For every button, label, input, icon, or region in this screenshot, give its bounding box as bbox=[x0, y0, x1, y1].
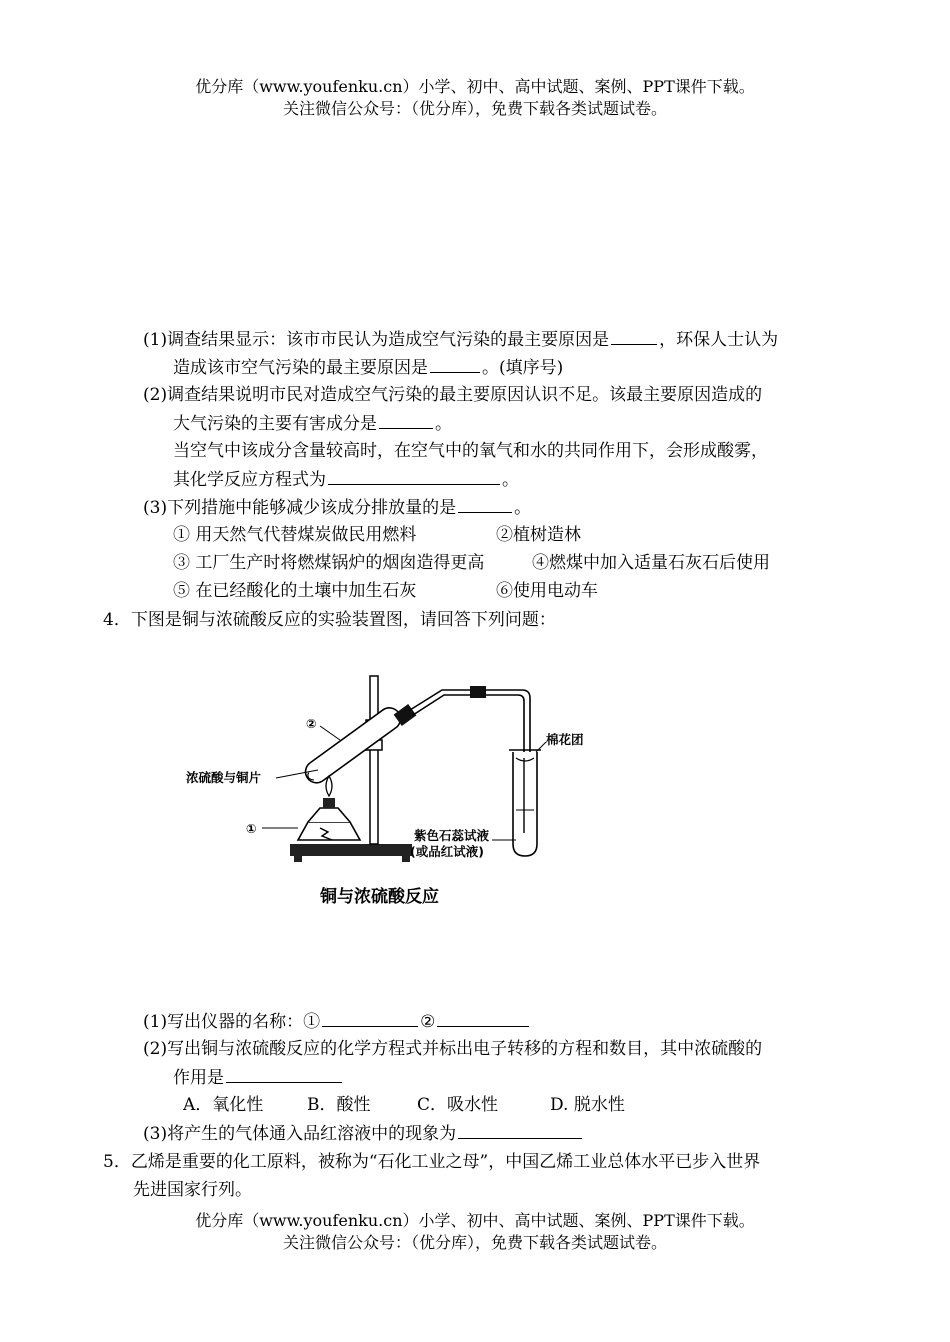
q3-option-2: ②植树造林 bbox=[496, 525, 581, 545]
q3-answer-blank-4[interactable] bbox=[328, 468, 500, 485]
q3-part2-text-b: 大气污染的主要有害成分是 bbox=[173, 414, 377, 434]
figure-caption: 铜与浓硫酸反应 bbox=[320, 887, 439, 907]
q4-part2-text-b: 作用是 bbox=[173, 1068, 224, 1088]
apparatus-diagram bbox=[180, 668, 620, 918]
leader-2 bbox=[320, 726, 340, 740]
q4-choice-b: B．酸性 bbox=[307, 1095, 371, 1115]
q3-part1-line2 bbox=[173, 356, 563, 379]
receiving-test-tube bbox=[513, 752, 537, 856]
q4-part2-line2 bbox=[173, 1066, 344, 1089]
stand-base bbox=[290, 844, 412, 856]
q4-part1-text-a: (1)写出仪器的名称：① bbox=[143, 1012, 321, 1032]
q3-part2-line2 bbox=[173, 412, 452, 435]
delivery-tube-outer bbox=[410, 690, 530, 758]
q4-answer-blank-3[interactable] bbox=[226, 1066, 342, 1083]
q4-choice-d: D. 脱水性 bbox=[550, 1095, 625, 1115]
label-cotton: 棉花团 bbox=[546, 732, 584, 747]
alcohol-lamp-body bbox=[298, 822, 360, 840]
q3-option-5: ⑤ 在已经酸化的土壤中加生石灰 bbox=[173, 581, 417, 601]
apparatus-figure bbox=[180, 668, 620, 918]
label-acid-copper: 浓硫酸与铜片 bbox=[186, 770, 262, 785]
delivery-tube-inner bbox=[413, 695, 524, 758]
q3-part2-line4 bbox=[173, 468, 519, 491]
q4-answer-blank-4[interactable] bbox=[458, 1122, 582, 1139]
q4-part1-text-b: ② bbox=[420, 1012, 436, 1032]
q3-option-6: ⑥使用电动车 bbox=[496, 581, 598, 601]
q3-part1-text: (1)调查结果显示：该市市民认为造成空气污染的最主要原因是 bbox=[143, 330, 610, 350]
stand-rod bbox=[370, 676, 378, 844]
header-line-1: 优分库（www.youfenku.cn）小学、初中、高中试题、案例、PPT课件下载。 bbox=[195, 77, 755, 96]
q4-part1 bbox=[143, 1010, 531, 1033]
footer-line-2: 关注微信公众号：（优分库），免费下载各类试题试卷。 bbox=[282, 1233, 667, 1252]
label-1: ① bbox=[246, 821, 257, 836]
q3-answer-blank-2[interactable] bbox=[430, 356, 480, 373]
q4-choice-a: A．氧化性 bbox=[183, 1095, 264, 1115]
q3-part1-text-b: ，环保人士认为 bbox=[659, 330, 779, 350]
q3-option-4: ④燃煤中加入适量石灰石后使用 bbox=[532, 553, 770, 573]
flame bbox=[326, 776, 332, 796]
stand-foot-right bbox=[402, 856, 410, 862]
q3-part2-line1: (2)调查结果说明市民对造成空气污染的最主要原因认识不足。该最主要原因造成的 bbox=[143, 385, 763, 405]
q3-part1-line1 bbox=[143, 328, 778, 351]
q3-part3-line1 bbox=[143, 496, 531, 519]
q3-part2-text-e: 其化学反应方程式为 bbox=[173, 470, 326, 490]
label-2: ② bbox=[306, 716, 317, 731]
footer-line-1: 优分库（www.youfenku.cn）小学、初中、高中试题、案例、PPT课件下载。 bbox=[195, 1211, 755, 1230]
q5-line1: 5．乙烯是重要的化工原料，被称为“石化工业之母”，中国乙烯工业总体水平已步入世界 bbox=[103, 1152, 761, 1172]
q5-line2: 先进国家行列。 bbox=[133, 1180, 252, 1200]
q3-part1-text-d: 。(填序号) bbox=[482, 358, 564, 378]
q3-part2-text-f: 。 bbox=[502, 470, 519, 490]
q4-answer-blank-1[interactable] bbox=[322, 1010, 418, 1027]
q3-answer-blank-3[interactable] bbox=[379, 412, 433, 429]
q3-part2-text-c: 。 bbox=[435, 414, 452, 434]
stand-foot-left bbox=[294, 856, 302, 862]
header-line-2: 关注微信公众号：（优分库），免费下载各类试题试卷。 bbox=[282, 99, 667, 118]
q4-part2-line1: (2)写出铜与浓硫酸反应的化学方程式并标出电子转移的方程和数目，其中浓硫酸的 bbox=[143, 1039, 763, 1059]
q3-part2-line3: 当空气中该成分含量较高时，在空气中的氧气和水的共同作用下，会形成酸雾， bbox=[173, 441, 768, 461]
tube-connector bbox=[470, 686, 486, 698]
q3-answer-blank-5[interactable] bbox=[458, 496, 512, 513]
q3-answer-blank-1[interactable] bbox=[611, 328, 657, 345]
alcohol-lamp-neck bbox=[308, 808, 350, 822]
q4-choice-c: C．吸水性 bbox=[417, 1095, 499, 1115]
label-pinkred: (或品红试液) bbox=[410, 844, 484, 859]
q3-option-3: ③ 工厂生产时将燃煤锅炉的烟囱造得更高 bbox=[173, 553, 485, 573]
q3-part3-text-b: 。 bbox=[514, 498, 532, 518]
lamp-wick-holder bbox=[323, 798, 335, 808]
q4-part3 bbox=[143, 1122, 584, 1145]
q4-intro: 4．下图是铜与浓硫酸反应的实验装置图，请回答下列问题： bbox=[103, 610, 556, 630]
q4-answer-blank-2[interactable] bbox=[437, 1010, 529, 1027]
q3-part1-text-c: 造成该市空气污染的最主要原因是 bbox=[173, 358, 428, 378]
q3-option-1: ① 用天然气代替煤炭做民用燃料 bbox=[173, 525, 417, 545]
test-tube bbox=[301, 703, 405, 787]
label-litmus: 紫色石蕊试液 bbox=[414, 828, 490, 843]
q3-part3-text-a: (3)下列措施中能够减少该成分排放量的是 bbox=[143, 498, 457, 518]
q4-part3-text: (3)将产生的气体通入品红溶液中的现象为 bbox=[143, 1124, 457, 1144]
